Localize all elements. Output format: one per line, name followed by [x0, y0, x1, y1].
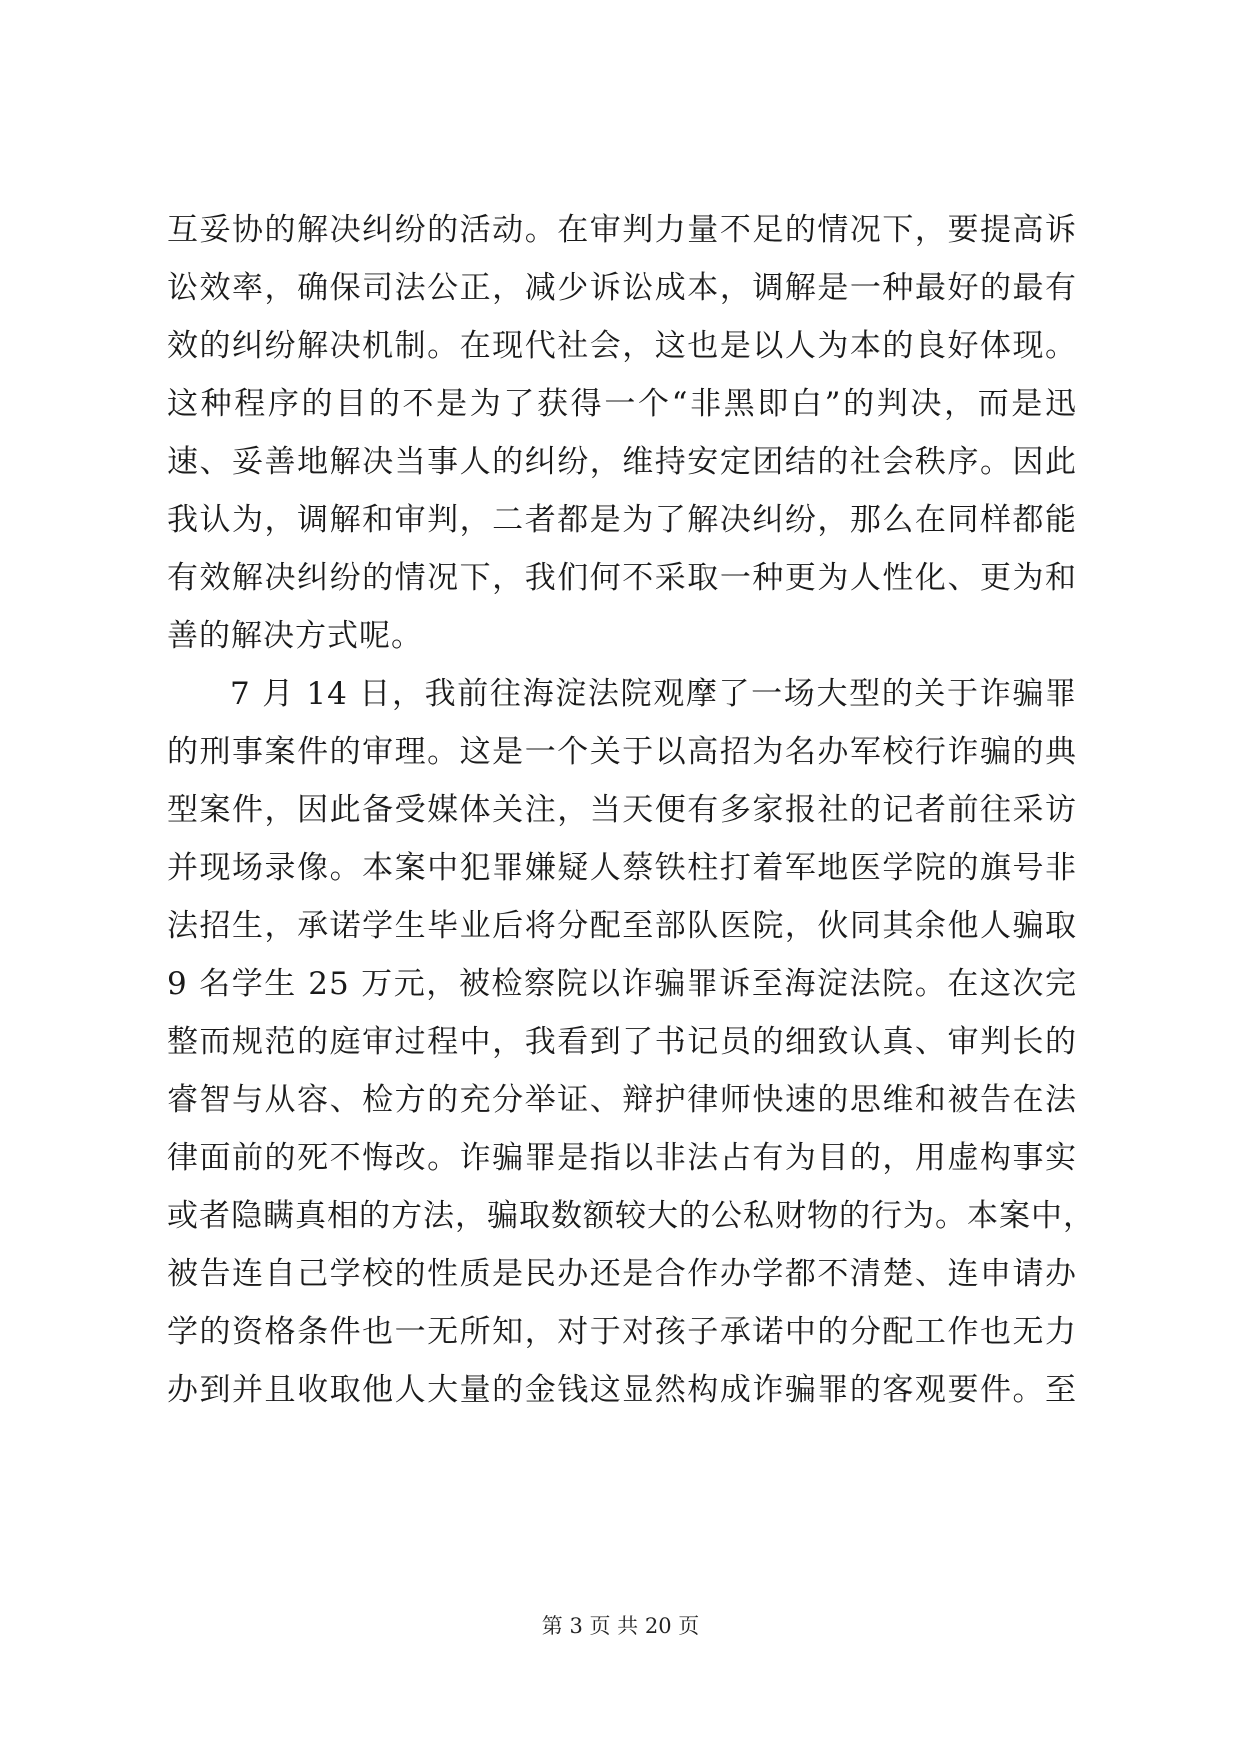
- text-line: 睿智与从容、检方的充分举证、辩护律师快速的思维和被告在法: [167, 1082, 1077, 1118]
- text-line: 这种程序的目的不是为了获得一个“非黑即白”的判决，而是迅: [167, 386, 1077, 422]
- text-line: 讼效率，确保司法公正，减少诉讼成本，调解是一种最好的最有: [167, 270, 1077, 306]
- text-line: 整而规范的庭审过程中，我看到了书记员的细致认真、审判长的: [167, 1024, 1077, 1060]
- text-line: 速、妥善地解决当事人的纠纷，维持安定团结的社会秩序。因此: [167, 444, 1077, 480]
- text-line: 法招生，承诺学生毕业后将分配至部队医院，伙同其余他人骗取: [167, 908, 1077, 944]
- text-line: 效的纠纷解决机制。在现代社会，这也是以人为本的良好体现。: [167, 328, 1077, 364]
- text-line: 律面前的死不悔改。诈骗罪是指以非法占有为目的，用虚构事实: [167, 1140, 1077, 1176]
- text-line: 被告连自己学校的性质是民办还是合作办学都不清楚、连申请办: [167, 1256, 1077, 1292]
- text-line: 或者隐瞒真相的方法，骗取数额较大的公私财物的行为。本案中，: [167, 1198, 1095, 1234]
- text-line: 9 名学生 25 万元，被检察院以诈骗罪诉至海淀法院。在这次完: [167, 966, 1077, 1002]
- text-line: 善的解决方式呢。: [167, 618, 423, 654]
- text-line: 学的资格条件也一无所知，对于对孩子承诺中的分配工作也无力: [167, 1314, 1077, 1350]
- text-line: 有效解决纠纷的情况下，我们何不采取一种更为人性化、更为和: [167, 560, 1077, 596]
- text-line: 型案件，因此备受媒体关注，当天便有多家报社的记者前往采访: [167, 792, 1077, 828]
- text-line: 互妥协的解决纠纷的活动。在审判力量不足的情况下，要提高诉: [167, 212, 1077, 248]
- text-line: 办到并且收取他人大量的金钱这显然构成诈骗罪的客观要件。至: [167, 1372, 1077, 1408]
- text-line: 我认为，调解和审判，二者都是为了解决纠纷，那么在同样都能: [167, 502, 1077, 538]
- page-number-footer: 第 3 页 共 20 页: [541, 1614, 700, 1638]
- text-line: 的刑事案件的审理。这是一个关于以高招为名办军校行诈骗的典: [167, 734, 1077, 770]
- paragraph-first-line: 7 月 14 日，我前往海淀法院观摩了一场大型的关于诈骗罪: [230, 676, 1077, 712]
- text-line: 并现场录像。本案中犯罪嫌疑人蔡铁柱打着军地医学院的旗号非: [167, 850, 1077, 886]
